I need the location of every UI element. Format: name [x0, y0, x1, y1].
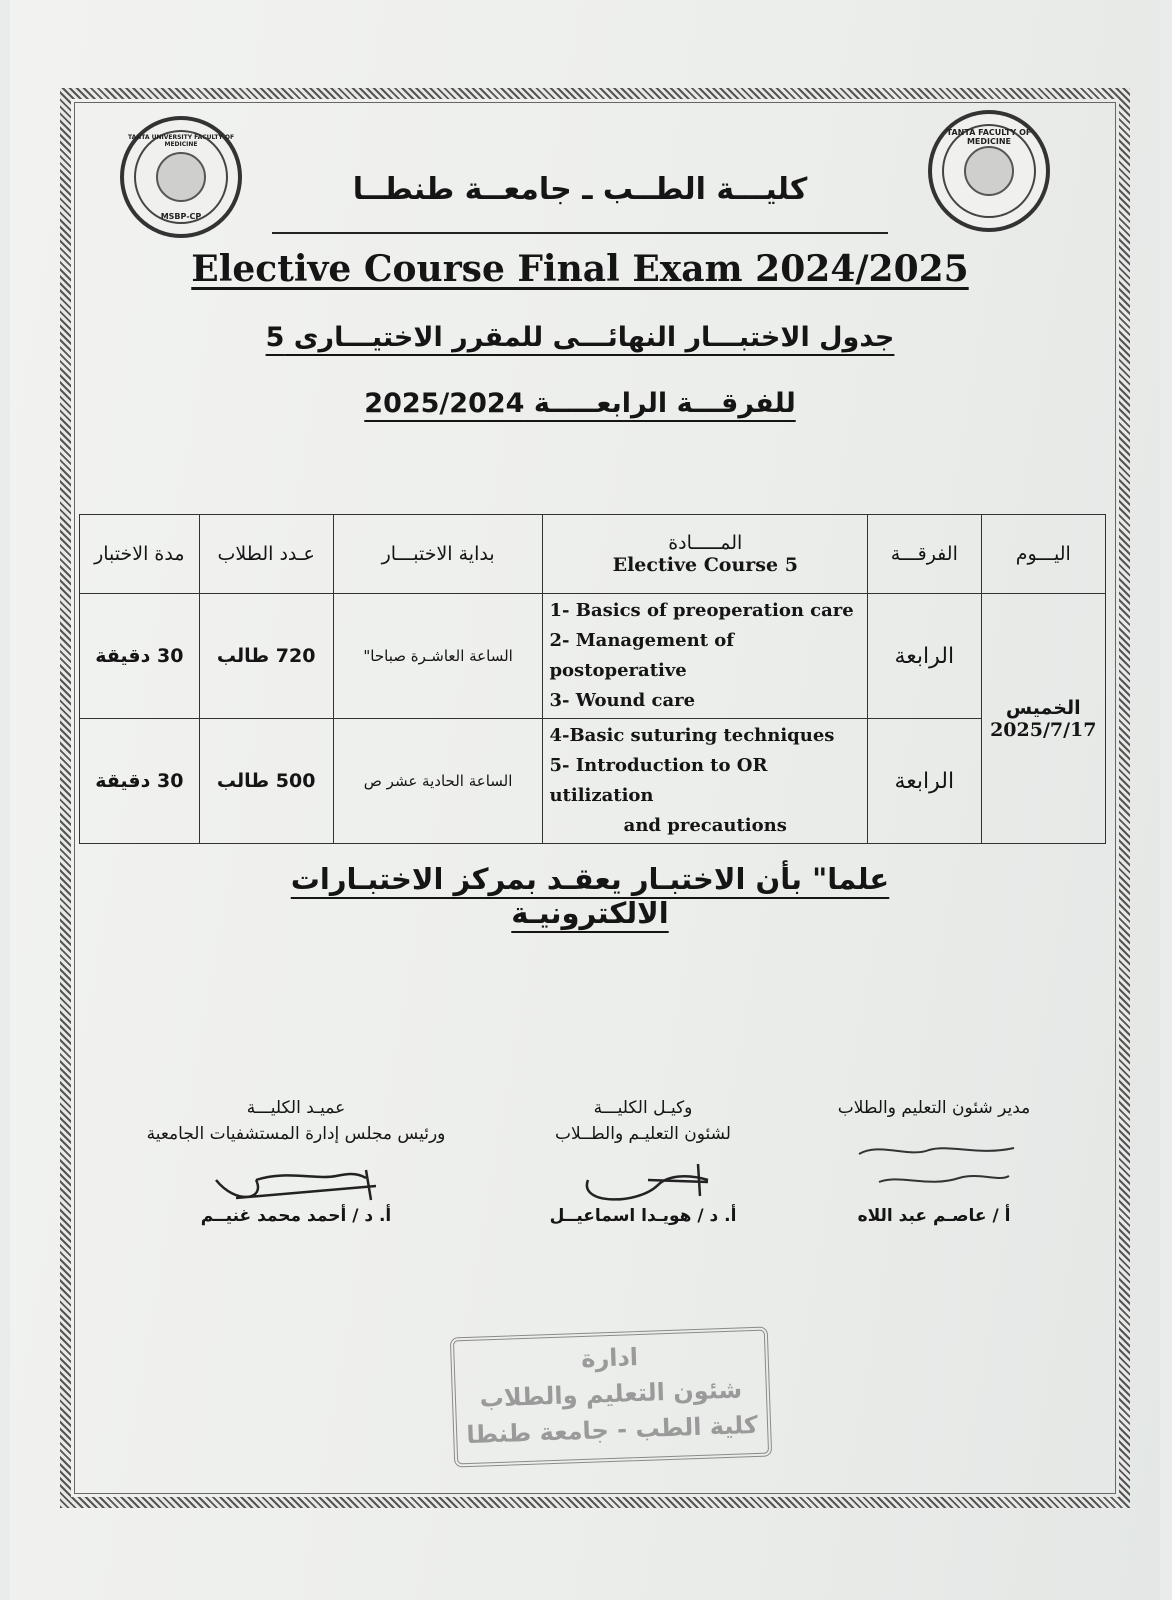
table-row: [80, 594, 1106, 719]
duration-cell: 30 دقيقة: [80, 594, 200, 719]
header-subject: المـــــادة Elective Course 5: [543, 515, 868, 594]
office-stamp: ادارة شئون التعليم والطلاب كلية الطب - جامعة طنطا: [450, 1326, 772, 1467]
vice-dean-signature-icon: [558, 1150, 728, 1206]
header-year: الفرقـــة: [868, 515, 981, 594]
year-cell: الرابعة: [868, 719, 981, 844]
start-cell: الساعة الحادية عشر ص: [333, 719, 543, 844]
exam-subtitle: جدول الاختبـــار النهائـــى للمقرر الاختيـــارى 5: [265, 322, 895, 353]
signature-vice-dean: وكيـل الكليـــة لشئون التعليـم والطــلاب أ. د / هويـدا اسماعيــل: [549, 1098, 737, 1226]
students-cell: 720 طالب: [199, 594, 333, 719]
year-cell: الرابعة: [868, 594, 981, 719]
director-signature-icon: [839, 1132, 1029, 1206]
header-duration: مدة الاختبار: [80, 515, 200, 594]
faculty-seal-right: TANTA FACULTY OF MEDICINE: [928, 110, 1050, 232]
header-start: بداية الاختبـــار: [333, 515, 543, 594]
exam-year: للفرقـــة الرابعـــــة 2025/2024: [364, 388, 796, 419]
seal-emblem-icon: [156, 152, 206, 202]
schedule-table: [79, 514, 1106, 844]
table-row: [80, 719, 1106, 844]
header-students: عـدد الطلاب: [199, 515, 333, 594]
header-rule: [272, 232, 888, 234]
header-day: اليـــوم: [981, 515, 1105, 594]
seal-emblem-icon: [964, 146, 1014, 196]
faculty-title: كليـــة الطــب ـ جامعــة طنطــا: [352, 172, 808, 207]
exam-location-note: علما" بأن الاختبـار يعقـد بمركز الاختبـارات الالكترونيـة: [290, 862, 890, 930]
subjects-cell: 4-Basic suturing techniques 5- Introduction to OR utilization and precautions: [543, 719, 868, 844]
table-header-row: [80, 515, 1106, 594]
day-cell: الخميس 2025/7/17: [981, 594, 1105, 844]
dean-signature-icon: [196, 1150, 396, 1206]
university-seal-left: TANTA UNIVERSITY FACULTY OF MEDICINE MSBP-CP: [120, 116, 242, 238]
students-cell: 500 طالب: [199, 719, 333, 844]
duration-cell: 30 دقيقة: [80, 719, 200, 844]
signature-dean: عميـد الكليـــة ورئيس مجلس إدارة المستشفيات الجامعية أ. د / أحمد محمد غنيــم: [146, 1098, 446, 1226]
subjects-cell: 1- Basics of preoperation care 2- Management of postoperative 3- Wound care: [543, 594, 868, 719]
start-cell: الساعة العاشـرة صباحا": [333, 594, 543, 719]
signature-director: مدير شئون التعليم والطلاب أ / عاصـم عبد اللاه: [837, 1098, 1031, 1226]
exam-title: Elective Course Final Exam 2024/2025: [191, 248, 969, 290]
